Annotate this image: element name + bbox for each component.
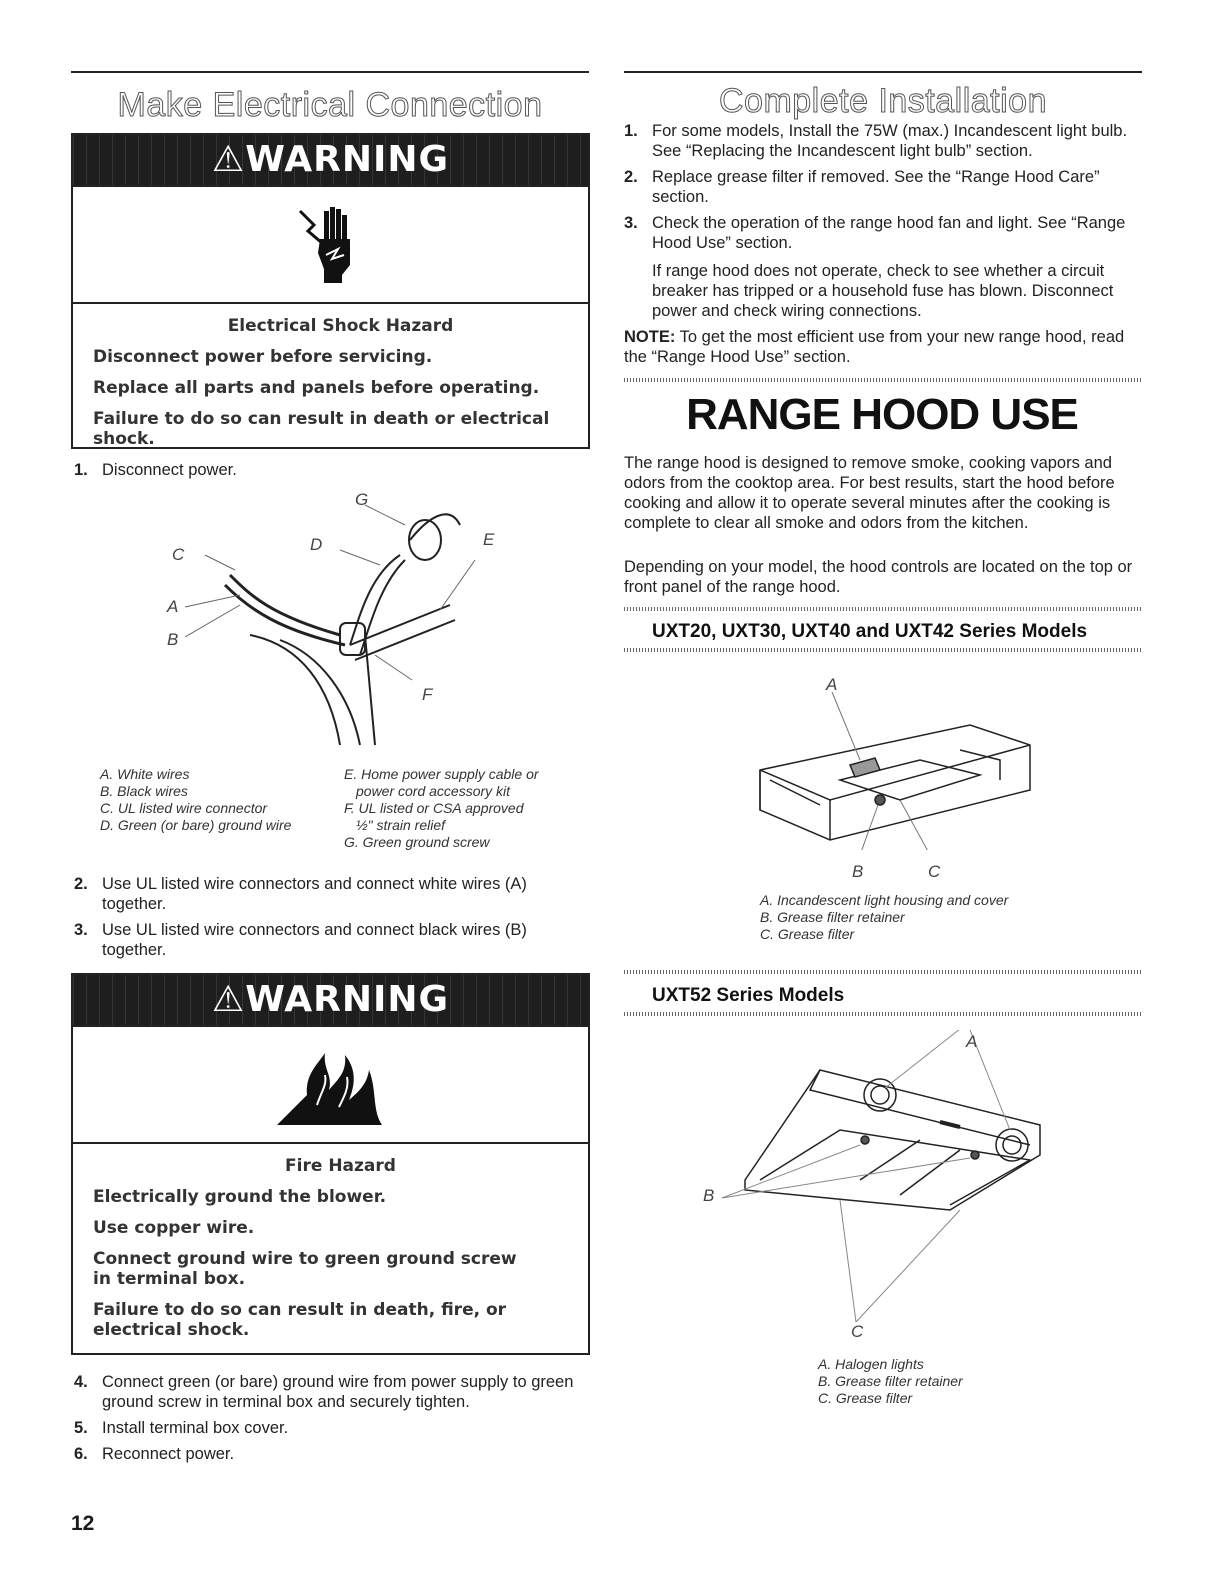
divider bbox=[624, 378, 1142, 382]
warning-line: Failure to do so can result in death or electrical shock. bbox=[93, 409, 550, 449]
top-rule-right bbox=[624, 71, 1142, 73]
hood2-letter-c: C bbox=[851, 1322, 864, 1341]
range-hood-use-title: RANGE HOOD USE bbox=[686, 390, 1078, 439]
warning-text bbox=[73, 316, 588, 449]
hazard-title: Fire Hazard bbox=[285, 1156, 396, 1176]
steps-list-2 bbox=[74, 874, 584, 966]
hood1-letter-b: B bbox=[852, 862, 864, 881]
section-title-electrical: Make Electrical Connection bbox=[117, 86, 543, 124]
warning-text bbox=[73, 1156, 588, 1340]
warning-label: ⚠WARNING bbox=[211, 979, 450, 1020]
hood2-letter-a: A bbox=[966, 1032, 978, 1051]
list-item: 4. Connect green (or bare) ground wire from power supply to green ground screw in terminal box and securely tighten. bbox=[74, 1373, 574, 1411]
hood1-letter-c: C bbox=[928, 862, 941, 881]
divider bbox=[624, 970, 1142, 974]
list-item: 6. Reconnect power. bbox=[74, 1445, 235, 1463]
hood2-letter-b: B bbox=[703, 1186, 715, 1205]
list-item: 1. Disconnect power. bbox=[74, 461, 237, 479]
diagram-captions-left: A. White wires B. Black wires C. UL listed wire connector D. Green (or bare) ground wire bbox=[100, 766, 292, 833]
warning-line: Connect ground wire to green ground screw in terminal box. bbox=[93, 1249, 517, 1289]
warning-header bbox=[73, 975, 588, 1027]
warning-line: Electrically ground the blower. bbox=[93, 1187, 387, 1207]
hood1-letter-a: A bbox=[826, 675, 838, 694]
warning-line: Disconnect power before servicing. bbox=[93, 347, 433, 367]
diagram-letter-c: C bbox=[172, 545, 185, 564]
use-paragraph-1: The range hood is designed to remove smoke, cooking vapors and odors from the cooktop area. For best results, start the hood before cooking and allow it to operate several minutes after the cooking is complete to clear all smoke and odors from the kitchen. bbox=[624, 454, 1115, 532]
wiring-diagram bbox=[150, 485, 570, 755]
list-item: 2. Replace grease filter if removed. See the “Range Hood Care” section. bbox=[624, 168, 1100, 206]
fire-icon-area bbox=[73, 1027, 588, 1144]
note: NOTE: To get the most efficient use from your new range hood, read the “Range Hood Use” section. bbox=[624, 328, 1125, 366]
warning-label: ⚠WARNING bbox=[211, 139, 450, 180]
list-item: 1. For some models, Install the 75W (max.) Incandescent light bulb. See “Replacing the Incandescent light bulb” section. bbox=[624, 122, 1128, 160]
list-item: 3. Check the operation of the range hood fan and light. See “Range Hood Use” section. If range hood does not operate, check to see whether a circuit breaker has tripped or a household fuse has blown. Disconnect power and check wiring connections. bbox=[624, 214, 1126, 320]
diagram-letter-b: B bbox=[167, 630, 179, 649]
section-title-complete: Complete Installation bbox=[718, 82, 1047, 120]
models-heading-1: UXT20, UXT30, UXT40 and UXT42 Series Models bbox=[652, 621, 1088, 642]
steps-list-1 bbox=[74, 460, 584, 486]
range-hood-diagram-2 bbox=[700, 1030, 1060, 1330]
shock-icon-area bbox=[73, 187, 588, 304]
warning-header bbox=[73, 135, 588, 187]
diagram-captions-right: E. Home power supply cable or power cord accessory kit F. UL listed or CSA approved ½" strain relief G. Green ground screw bbox=[344, 766, 539, 850]
list-item: 2. Use UL listed wire connectors and connect white wires (A) together. bbox=[74, 875, 527, 913]
list-item: 3. Use UL listed wire connectors and connect black wires (B) together. bbox=[74, 921, 527, 959]
fire-hazard-icon bbox=[277, 1045, 387, 1127]
diagram-letter-f: F bbox=[422, 685, 433, 704]
divider bbox=[624, 648, 1142, 652]
warning-line: Replace all parts and panels before operating. bbox=[93, 378, 540, 398]
steps-list-3 bbox=[74, 1372, 584, 1470]
diagram-letter-e: E bbox=[483, 530, 495, 549]
hood1-captions: A. Incandescent light housing and cover B. Grease filter retainer C. Grease filter bbox=[760, 892, 1009, 942]
divider bbox=[624, 1012, 1142, 1016]
hazard-title: Electrical Shock Hazard bbox=[227, 316, 454, 336]
warning-box-fire bbox=[71, 973, 590, 1355]
diagram-letter-g: G bbox=[355, 490, 369, 509]
divider bbox=[624, 607, 1142, 611]
range-hood-diagram-1 bbox=[730, 670, 1050, 850]
top-rule-left bbox=[71, 71, 589, 73]
electrical-shock-hand-icon bbox=[298, 203, 358, 285]
install-steps bbox=[624, 121, 1134, 327]
use-paragraph-2: Depending on your model, the hood controls are located on the top or front panel of the range hood. bbox=[624, 558, 1133, 596]
page-number: 12 bbox=[71, 1512, 95, 1535]
diagram-letter-d: D bbox=[310, 535, 323, 554]
warning-box-shock bbox=[71, 133, 590, 449]
diagram-letter-a: A bbox=[167, 597, 179, 616]
warning-line: Use copper wire. bbox=[93, 1218, 255, 1238]
models-heading-2: UXT52 Series Models bbox=[652, 985, 845, 1006]
warning-line: Failure to do so can result in death, fire, or electrical shock. bbox=[93, 1300, 507, 1340]
hood2-captions: A. Halogen lights B. Grease filter retainer C. Grease filter bbox=[818, 1356, 963, 1406]
list-item: 5. Install terminal box cover. bbox=[74, 1419, 289, 1437]
